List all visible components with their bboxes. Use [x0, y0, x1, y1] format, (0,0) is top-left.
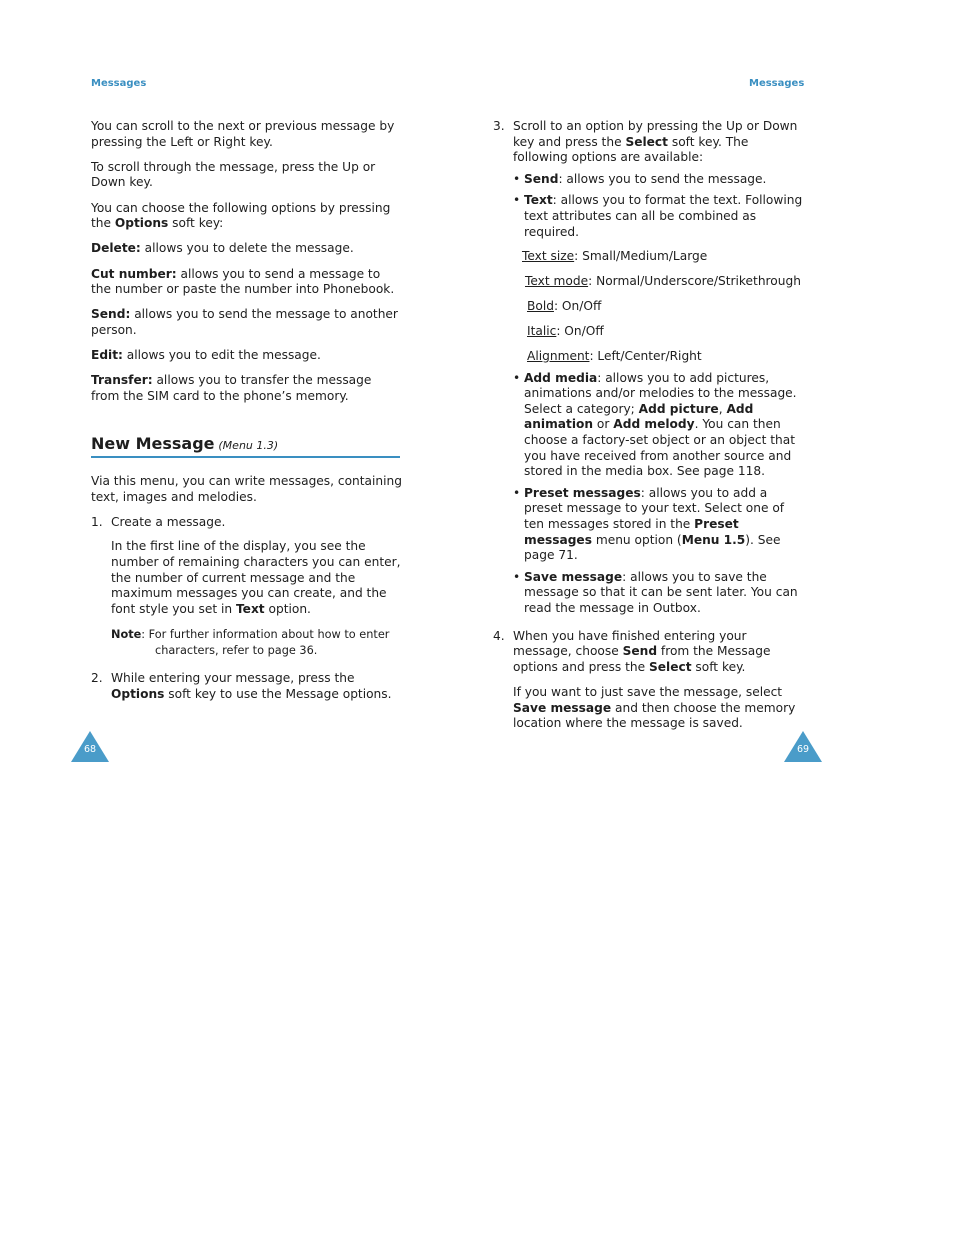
- text-attribute: Italic: On/Off: [527, 324, 604, 339]
- left-column: [91, 119, 403, 702]
- bullet-save-message: • Save message: allows you to save the message so that it can be sent later. You can read the message in Outbox.: [513, 569, 798, 615]
- step-1: 1. Create a message.: [91, 514, 226, 529]
- option-item: Cut number: allows you to send a message to the number or paste the number into Phonebook.: [91, 266, 395, 297]
- running-header-right: Messages: [749, 78, 805, 89]
- bullet-add-media: • Add media: allows you to add pictures, animations and/or melodies to the message. Select a category; Add picture, Add animation or Add melody. You can then choose a factory-set object or an object that you have received from another source and stored in the media box. See page 118.: [513, 370, 797, 479]
- page-number-left: [71, 731, 109, 762]
- option-item: Edit: allows you to edit the message.: [91, 348, 321, 363]
- step-4-detail: If you want to just save the message, select Save message and then choose the memory location where the message is saved.: [513, 684, 796, 731]
- bullet-send: • Send: allows you to send the message.: [513, 171, 767, 186]
- step-4: 4. When you have finished entering your message, choose Send from the Message options and press the Select soft key.: [493, 628, 771, 674]
- text-attribute: Alignment: Left/Center/Right: [527, 349, 702, 364]
- step-1-detail: In the first line of the display, you see the number of remaining characters you can enter, the number of current message and the maximum messages you can create, and the font style you set in Text option.: [111, 539, 401, 616]
- step-2: 2. While entering your message, press the Options soft key to use the Message options.: [91, 671, 392, 701]
- text-attribute: Bold: On/Off: [527, 299, 602, 314]
- bullet-text: • Text: allows you to format the text. Following text attributes can all be combined as required.: [513, 193, 803, 239]
- page-number-text: 69: [796, 744, 810, 755]
- paragraph: You can scroll to the next or previous message by pressing the Left or Right key.: [91, 119, 395, 149]
- page-number-right: [784, 731, 822, 762]
- section-title: New Message: [91, 434, 215, 454]
- step-3: 3. Scroll to an option by pressing the Up or Down key and press the Select soft key. The following options are available:: [493, 119, 798, 165]
- running-header-left: Messages: [91, 78, 147, 89]
- right-column: [493, 119, 805, 732]
- paragraph: To scroll through the message, press the Up or Down key.: [91, 159, 376, 190]
- option-item: Transfer: allows you to transfer the message from the SIM card to the phone’s memory.: [91, 373, 372, 403]
- note: Note: For further information about how to enter characters, refer to page 36.: [111, 628, 390, 657]
- text-attribute: Text mode: Normal/Underscore/Strikethrough: [525, 274, 801, 289]
- option-item: Delete: allows you to delete the message.: [91, 241, 354, 256]
- option-item: Send: allows you to send the message to another person.: [91, 307, 398, 337]
- section-intro: Via this menu, you can write messages, containing text, images and melodies.: [91, 474, 402, 504]
- bullet-preset-messages: • Preset messages: allows you to add a preset message to your text. Select one of ten messages stored in the Preset messages menu option (Menu 1.5). See page 71.: [513, 485, 785, 563]
- section-heading: [91, 436, 400, 458]
- paragraph: You can choose the following options by pressing the Options soft key:: [91, 200, 391, 231]
- page-number-text: 68: [83, 744, 97, 755]
- section-menu-ref: (Menu 1.3): [218, 439, 279, 453]
- text-attribute: Text size: Small/Medium/Large: [522, 249, 708, 264]
